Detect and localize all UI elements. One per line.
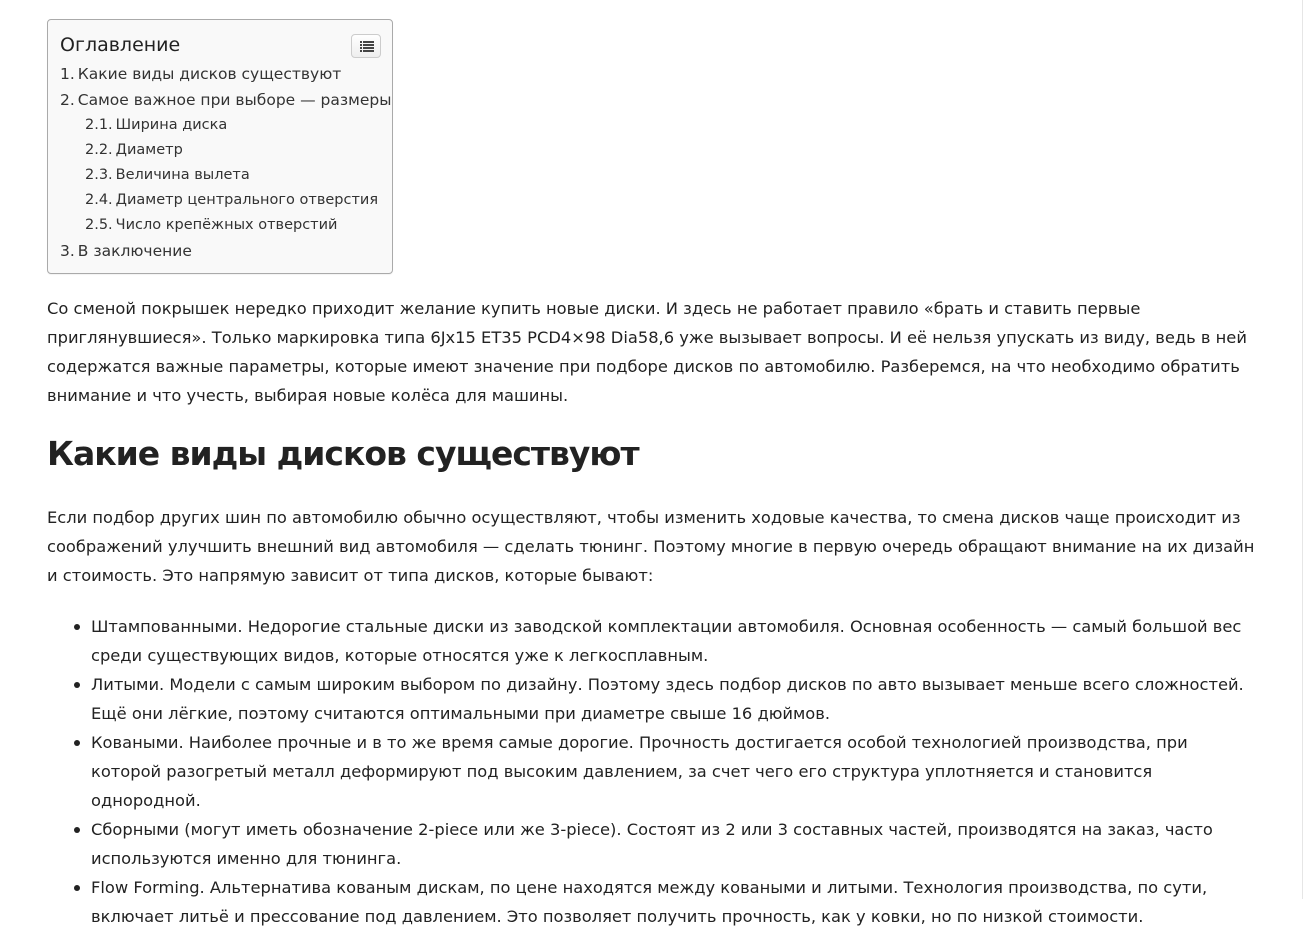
list-item-text: Коваными. Наиболее прочные и в то же время самые дорогие. Прочность достигается особой технологией производства, при которой разогретый металл деформируют под высоким давлением, за счет чего его структура уплотняется и становится однородной. bbox=[91, 733, 1188, 810]
toc-link-text: Диаметр bbox=[115, 142, 183, 158]
toc-item bbox=[60, 65, 341, 83]
list-item-text: Литыми. Модели с самым широким выбором по дизайну. Поэтому здесь подбор дисков по авто вызывает меньше всего сложностей. Ещё они лёгкие, поэтому считаются оптимальными при диаметре свыше 16 дюймов. bbox=[91, 675, 1244, 723]
toc-link[interactable] bbox=[85, 117, 227, 133]
list-item-text: Flow Forming. Альтернатива кованым дискам, по цене находятся между коваными и литыми. Технология производства, по сути, включает литьё и прессование под давлением. Это позволяет получить прочность, как у ковки, но по низкой стоимости. bbox=[91, 878, 1208, 926]
toc-number: 2.5. bbox=[85, 217, 113, 233]
bullet-icon bbox=[74, 624, 80, 630]
toc-link-text: Число крепёжных отверстий bbox=[115, 217, 338, 233]
list-item bbox=[91, 670, 1262, 728]
scrollbar-edge bbox=[1302, 0, 1303, 899]
toc-link-text: Диаметр центрального отверстия bbox=[115, 192, 379, 208]
section-heading: Какие виды дисков существуют bbox=[47, 434, 639, 473]
list-icon bbox=[360, 41, 374, 52]
toc-subitem bbox=[85, 167, 250, 183]
toc-item bbox=[60, 242, 192, 260]
toc-link[interactable] bbox=[85, 142, 183, 158]
toc-subitem bbox=[85, 217, 337, 233]
toc-number: 2.3. bbox=[85, 167, 113, 183]
bullet-icon bbox=[74, 682, 80, 688]
toc-link[interactable] bbox=[60, 65, 341, 83]
toc-link[interactable] bbox=[85, 217, 337, 233]
toc-subitem bbox=[85, 142, 183, 158]
list-item bbox=[91, 728, 1262, 815]
toc-link-text: Самое важное при выборе — размеры bbox=[77, 91, 392, 109]
toc-link[interactable] bbox=[85, 167, 250, 183]
toc-link-text: В заключение bbox=[77, 242, 192, 260]
toc-number: 2.2. bbox=[85, 142, 113, 158]
toc-number: 2. bbox=[60, 91, 75, 109]
toc-link[interactable] bbox=[60, 242, 192, 260]
toc-number: 3. bbox=[60, 242, 75, 260]
bullet-icon bbox=[74, 827, 80, 833]
section-paragraph: Если подбор других шин по автомобилю обычно осуществляют, чтобы изменить ходовые качества, то смена дисков чаще происходит из соображений улучшить внешний вид автомобиля — сделать тюнинг. Поэтому многие в первую очередь обращают внимание на их дизайн и стоимость. Это напрямую зависит от типа дисков, которые бывают: bbox=[47, 508, 1255, 585]
disk-types-list bbox=[47, 612, 1262, 931]
list-item bbox=[91, 612, 1262, 670]
list-item bbox=[91, 873, 1262, 931]
toc-link-text: Какие виды дисков существуют bbox=[77, 65, 342, 83]
toc-link-text: Ширина диска bbox=[115, 117, 228, 133]
toc-subitem bbox=[85, 117, 227, 133]
toc-title: Оглавление bbox=[60, 34, 181, 56]
list-item-text: Сборными (могут иметь обозначение 2-piece или же 3-piece). Состоят из 2 или 3 составных частей, производятся на заказ, часто используются именно для тюнинга. bbox=[91, 820, 1213, 868]
toc-item bbox=[60, 91, 391, 109]
toc-number: 1. bbox=[60, 65, 75, 83]
intro-paragraph: Со сменой покрышек нередко приходит желание купить новые диски. И здесь не работает правило «брать и ставить первые приглянувшиеся». Только маркировка типа 6Jx15 ET35 PCD4×98 Dia58,6 уже вызывает вопросы. И её нельзя упускать из виду, ведь в ней содержатся важные параметры, которые имеют значение при подборе дисков по автомобилю. Разберемся, на что необходимо обратить внимание и что учесть, выбирая новые колёса для машины. bbox=[47, 299, 1247, 405]
toc-number: 2.1. bbox=[85, 117, 113, 133]
toc-subitem bbox=[85, 192, 378, 208]
list-item bbox=[91, 815, 1262, 873]
bullet-icon bbox=[74, 740, 80, 746]
toc-link[interactable] bbox=[60, 91, 391, 109]
toc-link[interactable] bbox=[85, 192, 378, 208]
list-item-text: Штампованными. Недорогие стальные диски из заводской комплектации автомобиля. Основная особенность — самый большой вес среди существующих видов, которые относятся уже к легкосплавным. bbox=[91, 617, 1242, 665]
table-of-contents bbox=[47, 19, 393, 274]
toc-link-text: Величина вылета bbox=[115, 167, 250, 183]
toc-toggle-button[interactable] bbox=[351, 34, 381, 58]
toc-number: 2.4. bbox=[85, 192, 113, 208]
bullet-icon bbox=[74, 885, 80, 891]
